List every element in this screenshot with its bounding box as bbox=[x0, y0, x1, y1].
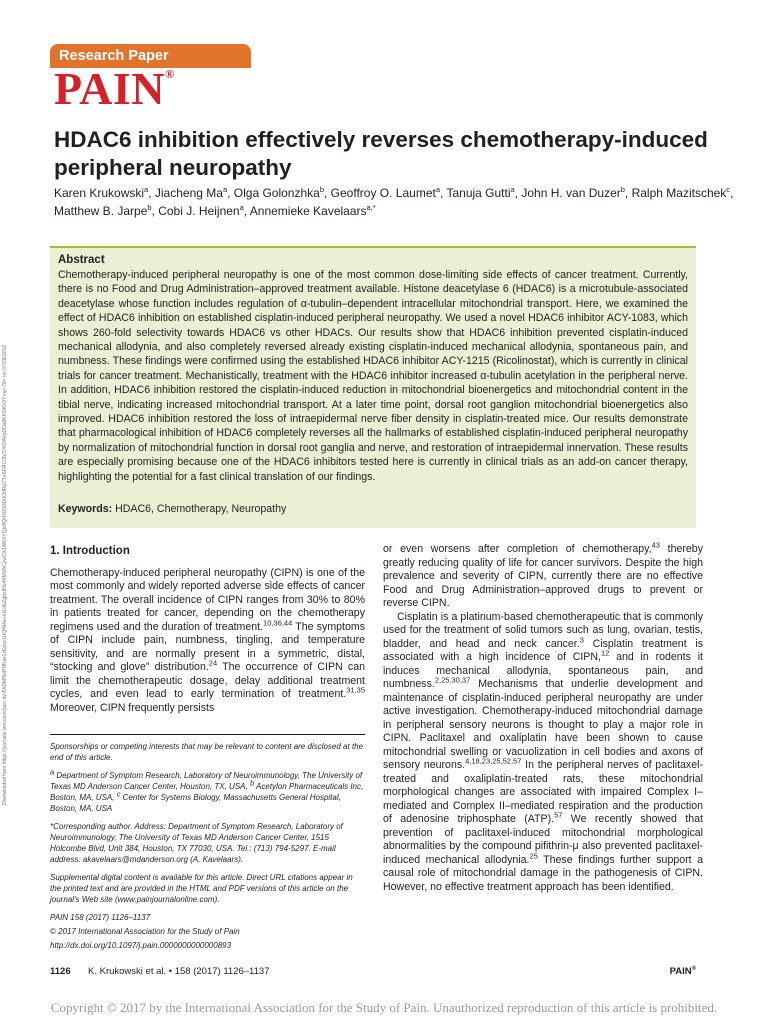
section-label: Research Paper bbox=[59, 48, 169, 64]
corresponding-author: *Corresponding author. Address: Department of Symptom Research, Laboratory of Neuroimmunology, The University of Texas MD Anderson Cancer Center, 1515 Holcombe Blvd, Unit 384, Houston, TX 77030, USA. Tel.: (713) 794-5297. E-mail address: akavelaars@mdanderson.org (A. Kavelaars). bbox=[50, 822, 343, 864]
footnote-divider bbox=[50, 734, 365, 735]
page-footer bbox=[50, 966, 696, 980]
citation-superscript: b bbox=[319, 185, 324, 194]
intro-paragraph-2: Cisplatin is a platinum-based chemotherapeutic that is commonly used for the treatment of solid tumors such as lung, ovarian, testis, bladder, and head and neck cancer.$^3$ Cisplatin treatment is associated with a high incidence of CIPN,$^{12}$ and in rodents it induces mechanical allodynia, spontaneous pain, and numbness.$^{2,25,30,37}$ Mechanisms that underlie development and maintenance of cisplatin-induced peripheral neuropathy are under active investigation. Chemotherapy-induced mitochondrial damage in peripheral sensory neurons is thought to play a major role in CIPN. Paclitaxel and oxaliplatin have been shown to cause mitochondrial swelling or vacuolization in cell bodies and axons of sensory neurons.$^{4,18,23,25,52,57}$ In the peripheral nerves of paclitaxel-treated and oxaliplatin-treated rats, these mitochondrial morphological changes are associated with impaired Complex I–mediated and Complex II–mediated respiration and the production of adenosine triphosphate (ATP).$^{57}$ We recently showed that prevention of paclitaxel-induced mitochondrial morphological abnormalities by the compound pifithrin-μ also prevented paclitaxel-induced mechanical allodynia.$^{25}$ These findings further support a causal role of mitochondrial damage in the pathogenesis of CIPN. However, no effective treatment approach has been identified. bbox=[383, 610, 704, 893]
footer-registered-mark: ® bbox=[691, 965, 696, 972]
page-number: 1126 bbox=[50, 966, 71, 977]
journal-logo bbox=[54, 63, 175, 114]
doi-link[interactable]: http://dx.doi.org/10.1097/j.pain.0000000000000893 bbox=[50, 941, 232, 950]
intro-paragraph-1: Chemotherapy-induced peripheral neuropathy (CIPN) is one of the most commonly and widely reported adverse side effects of cancer treatment. The overall incidence of CIPN ranges from 30% to 80% in patients treated for cancer, depending on the chemotherapy regimens used and the duration of treatment.$^{10,36,44}$ The symptoms of CIPN include pain, numbness, tingling, and temperature sensitivity, and are normally present in a symmetric, distal, “stocking and glove” distribution.$^{24}$ The occurrence of CIPN can limit the chemotherapeutic dosage, delay additional treatment cycles, and even lead to early termination of treatment.$^{31,35}$ Moreover, CIPN frequently persists bbox=[50, 566, 366, 714]
citation-superscript: 43 bbox=[651, 540, 660, 550]
copyright-banner: Copyright © 2017 by the International Association for the Study of Pain. Unauthorized reproduction of this article is prohibited. bbox=[50, 1000, 718, 1015]
download-watermark-text: Downloaded from https://journals.lww.com/pain by BhDMf5ePHKav1zEoum1tQfN4a+kJLhEZgbsIHo4XMi0hCywCX1AWnYQp/IlQrHD3i3D0OdRyi7TvSFl4Cf3VC4/OAVpDDa8KKGKV0Ymy+78= on 07/28/2018 bbox=[2, 344, 8, 805]
citation-superscript: b bbox=[147, 203, 152, 212]
citation-superscript: 24 bbox=[208, 658, 218, 668]
citation-superscript: a bbox=[50, 767, 55, 777]
left-column bbox=[50, 543, 365, 715]
keywords bbox=[58, 502, 688, 516]
citation-superscript: b bbox=[620, 185, 625, 194]
download-watermark bbox=[1, 243, 9, 805]
citation-superscript: a bbox=[435, 185, 441, 194]
intro-paragraph-1-continued: or even worsens after completion of chemotherapy,$^{43}$ thereby greatly reducing quality of life for cancer survivors. Despite the high prevalence and severity of CIPN, currently there are no effective Food and Drug Administration–approved drugs to prevent or reverse CIPN. bbox=[383, 540, 703, 609]
keywords-list: HDAC6, Chemotherapy, Neuropathy bbox=[115, 503, 287, 515]
citation-superscript: c bbox=[116, 789, 121, 799]
citation-superscript: a bbox=[222, 185, 228, 194]
citation-superscript: b bbox=[249, 778, 255, 788]
keywords-label: Keywords: bbox=[58, 503, 113, 515]
citation-superscript: a bbox=[239, 203, 244, 212]
footer-journal bbox=[670, 966, 696, 977]
footnotes bbox=[50, 741, 365, 958]
abstract-text: Chemotherapy-induced peripheral neuropathy is one of the most common dose-limiting side effects of cancer treatment. Currently, there is no Food and Drug Administration–approved treatment available. Histone deacetylase 6 (HDAC6) is a microtubule-associated deacetylase whose function includes regulation of α-tubulin–dependent intracellular mitochondrial transport. Here, we examined the effect of HDAC6 inhibition on established cisplatin-induced peripheral neuropathy. We used a novel HDAC6 inhibitor ACY-1083, which shows 260-fold selectivity towards HDAC6 vs other HDACs. Our results show that HDAC6 inhibition prevented cisplatin-induced mechanical allodynia, and also completely reversed already existing cisplatin-induced mechanical allodynia, spontaneous pain, and numbness. These findings were confirmed using the established HDAC6 inhibitor ACY-1215 (Ricolinostat), which is currently in clinical trials for cancer treatment. Mechanistically, treatment with the HDAC6 inhibitor increased α-tubulin acetylation in the peripheral nerve. In addition, HDAC6 inhibition restored the cisplatin-induced reduction in mitochondrial bioenergetics and mitochondrial content in the tibial nerve, indicating increased mitochondrial transport. At a later time point, dorsal root ganglion mitochondrial bioenergetics also improved. HDAC6 inhibition restored the loss of intraepidermal nerve fiber density in cisplatin-treated mice. Our results demonstrate that pharmacological inhibition of HDAC6 completely reverses all the hallmarks of established cisplatin-induced peripheral neuropathy by normalization of mitochondrial function in dorsal root ganglia and nerve, and restoration of intraepidermal innervation. These results are especially promising because one of the HDAC6 inhibitors tested here is currently in clinical trials as an add-on cancer therapy, highlighting the potential for a fast clinical translation of our findings. bbox=[58, 269, 688, 483]
citation-superscript: a bbox=[144, 185, 149, 194]
affiliations: $^a$ Department of Symptom Research, Laboratory of Neuroimmunology, The University of Texas MD Anderson Cancer Center, Houston, TX, USA, $^b$ Acetylon Pharmaceuticals Inc, Boston, MA, USA, $^c$ Center for Systems Biology, Massachusetts General Hospital, Boston, MA, USA bbox=[50, 767, 364, 813]
citation-superscript: 25 bbox=[529, 850, 538, 860]
intro-heading: 1. Introduction bbox=[50, 545, 130, 557]
citation-superscript: a bbox=[510, 185, 515, 194]
supplemental-note: Supplemental digital content is available for this article. Direct URL citations appear in the printed text and are provided in the HTML and PDF versions of this article on the journal's Web site (www.painjournalonline.com). bbox=[50, 873, 353, 904]
pain-reference: PAIN 158 (2017) 1126–1137 bbox=[50, 913, 151, 922]
footer-journal-name: PAIN bbox=[669, 966, 692, 977]
citation-superscript: c bbox=[726, 185, 731, 194]
abstract-heading: Abstract bbox=[58, 254, 105, 266]
abstract-box bbox=[50, 246, 696, 528]
citation-superscript: 2,25,30,37 bbox=[434, 675, 471, 685]
copyright-note: © 2017 International Association for the Study of Pain bbox=[50, 927, 240, 936]
citation-superscript: 12 bbox=[600, 648, 610, 658]
journal-name: PAIN bbox=[54, 63, 166, 114]
article-title: HDAC6 inhibition effectively reverses chemotherapy-induced peripheral neuropathy bbox=[54, 127, 708, 180]
citation-superscript: 3 bbox=[579, 634, 584, 644]
sponsorship-note: Sponsorships or competing interests that may be relevant to content are disclosed at the end of this article. bbox=[50, 742, 364, 762]
citation-superscript: 4,18,23,25,52,57 bbox=[465, 756, 522, 766]
running-citation: K. Krukowski et al. • 158 (2017) 1126–1137 bbox=[88, 966, 270, 977]
author-list: Karen Krukowski$^a$, Jiacheng Ma$^a$, Olga Golonzhka$^b$, Geoffroy O. Laumet$^a$, Tanuja Gutti$^a$, John H. van Duzer$^b$, Ralph Mazitschek$^c$, Matthew B. Jarpe$^b$, Cobi J. Heijnen$^a$, Annemieke Kavelaars$^{a,*}$ bbox=[54, 185, 734, 218]
registered-mark: ® bbox=[165, 67, 175, 81]
citation-superscript: a,* bbox=[366, 203, 376, 212]
citation-superscript: 57 bbox=[554, 810, 563, 820]
citation-superscript: 10,36,44 bbox=[263, 617, 293, 627]
right-column bbox=[383, 540, 704, 894]
citation-superscript: 31,35 bbox=[346, 685, 365, 695]
